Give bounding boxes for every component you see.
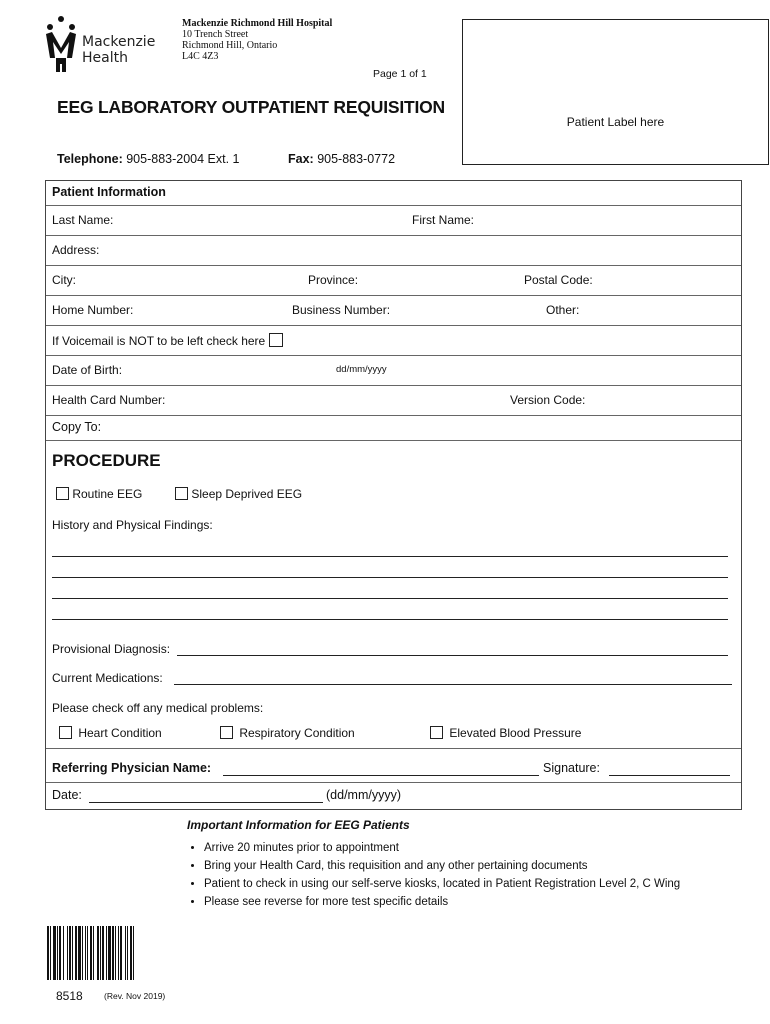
barcode-bar <box>100 926 101 980</box>
signature-line[interactable] <box>609 775 730 776</box>
barcode-bar <box>69 926 71 980</box>
city-field[interactable]: City: <box>52 273 76 287</box>
telephone-label: Telephone: <box>57 152 123 166</box>
telephone <box>57 152 240 166</box>
barcode-bar <box>125 926 126 980</box>
referring-physician-label: Referring Physician Name: <box>52 761 212 775</box>
barcode-bar <box>102 926 104 980</box>
blood-pressure-checkbox[interactable] <box>430 726 443 739</box>
current-medications-line[interactable] <box>174 684 732 685</box>
barcode-bar <box>115 926 116 980</box>
important-info-title: Important Information for EEG Patients <box>187 818 410 832</box>
hospital-street: 10 Trench Street <box>182 29 249 40</box>
barcode-bar <box>50 926 51 980</box>
first-name-field[interactable]: First Name: <box>412 213 475 227</box>
barcode-bar <box>130 926 132 980</box>
copy-to-field[interactable]: Copy To: <box>52 420 102 434</box>
address-row[interactable] <box>46 236 741 266</box>
voicemail-row <box>46 326 741 356</box>
address-field[interactable]: Address: <box>52 243 100 257</box>
barcode-bar <box>112 926 114 980</box>
barcode-bar <box>59 926 61 980</box>
heart-condition-option[interactable] <box>59 726 162 740</box>
date-label: Date: <box>52 788 82 802</box>
provisional-diagnosis-line[interactable] <box>177 655 728 656</box>
phone-row[interactable] <box>46 296 741 326</box>
last-name-field[interactable]: Last Name: <box>52 213 114 227</box>
logo-subname: Health <box>82 50 128 66</box>
history-line-3[interactable] <box>52 598 728 599</box>
barcode-bar <box>87 926 88 980</box>
barcode-bar <box>67 926 68 980</box>
hospital-address <box>182 18 372 62</box>
signature-label: Signature: <box>543 761 600 775</box>
health-card-field[interactable]: Health Card Number: <box>52 393 166 407</box>
info-item: • Bring your Health Card, this requisition and any other pertaining documents <box>204 857 764 875</box>
routine-eeg-label: Routine EEG <box>72 487 143 501</box>
date-divider <box>46 782 741 783</box>
barcode-bar <box>106 926 107 980</box>
barcode-bar <box>78 926 81 980</box>
info-item: • Please see reverse for more test specific details <box>204 893 764 911</box>
fax <box>288 152 395 166</box>
date-line[interactable] <box>89 802 323 803</box>
barcode-bar <box>75 926 77 980</box>
barcode-bar <box>133 926 134 980</box>
page-number: Page 1 of 1 <box>373 68 427 80</box>
blood-pressure-option[interactable] <box>430 726 581 740</box>
requisition-form <box>45 180 742 810</box>
medical-problems-label: Please check off any medical problems: <box>52 701 264 715</box>
date-format: (dd/mm/yyyy) <box>326 788 401 802</box>
other-number-field[interactable]: Other: <box>546 303 580 317</box>
voicemail-label: If Voicemail is NOT to be left check here <box>52 334 266 348</box>
sleep-eeg-checkbox[interactable] <box>175 487 188 500</box>
patient-info-title: Patient Information <box>52 185 166 199</box>
history-line-1[interactable] <box>52 556 728 557</box>
fax-label: Fax: <box>288 152 314 166</box>
province-field[interactable]: Province: <box>308 273 359 287</box>
name-row[interactable] <box>46 206 741 236</box>
dob-field[interactable]: Date of Birth: <box>52 363 123 377</box>
revision-date: (Rev. Nov 2019) <box>104 991 166 1001</box>
barcode-bar <box>118 926 119 980</box>
barcode-bar <box>108 926 111 980</box>
current-medications-label: Current Medications: <box>52 671 163 685</box>
physician-divider <box>46 748 741 749</box>
sleep-eeg-label: Sleep Deprived EEG <box>191 487 303 501</box>
voicemail-checkbox[interactable] <box>269 333 283 347</box>
info-item: • Patient to check in using our self-serve kiosks, located in Patient Registration Level 2, C Wing <box>204 875 764 893</box>
barcode-bar <box>90 926 92 980</box>
heart-condition-label: Heart Condition <box>78 726 162 740</box>
patient-info-header <box>46 181 741 206</box>
heart-condition-checkbox[interactable] <box>59 726 72 739</box>
patient-label-box <box>462 19 769 165</box>
page-title: EEG LABORATORY OUTPATIENT REQUISITION <box>57 97 445 117</box>
routine-eeg-checkbox[interactable] <box>56 487 69 500</box>
dob-format: dd/mm/yyyy <box>336 364 387 375</box>
sleep-eeg-option[interactable] <box>175 487 302 501</box>
health-card-row[interactable] <box>46 386 741 416</box>
telephone-value: 905-883-2004 Ext. 1 <box>126 152 240 166</box>
barcode-bar <box>93 926 94 980</box>
barcode-bar <box>57 926 58 980</box>
patient-label-text: Patient Label here <box>566 115 665 129</box>
city-row[interactable] <box>46 266 741 296</box>
barcode-bar <box>63 926 64 980</box>
history-line-4[interactable] <box>52 619 728 620</box>
barcode-bar <box>97 926 99 980</box>
barcode-bar <box>53 926 56 980</box>
respiratory-condition-checkbox[interactable] <box>220 726 233 739</box>
postal-code-field[interactable]: Postal Code: <box>524 273 593 287</box>
respiratory-condition-label: Respiratory Condition <box>239 726 355 740</box>
hospital-name: Mackenzie Richmond Hill Hospital <box>182 18 333 29</box>
info-item: • Arrive 20 minutes prior to appointment <box>204 839 764 857</box>
fax-value: 905-883-0772 <box>317 152 396 166</box>
provisional-diagnosis-label: Provisional Diagnosis: <box>52 642 171 656</box>
voicemail-option[interactable] <box>52 333 283 348</box>
history-line-2[interactable] <box>52 577 728 578</box>
routine-eeg-option[interactable] <box>56 487 142 501</box>
form-number: 8518 <box>56 989 83 1003</box>
logo <box>42 14 172 74</box>
barcode-bar <box>85 926 86 980</box>
procedure-title: PROCEDURE <box>52 451 161 470</box>
logo-name: Mackenzie <box>82 34 156 50</box>
hospital-city: Richmond Hill, Ontario <box>182 40 278 51</box>
dob-row[interactable] <box>46 356 741 386</box>
copy-to-row[interactable] <box>46 416 741 441</box>
version-code-field[interactable]: Version Code: <box>510 393 586 407</box>
respiratory-condition-option[interactable] <box>220 726 355 740</box>
barcode-bar <box>82 926 83 980</box>
barcode-icon <box>47 926 159 980</box>
barcode-bar <box>120 926 122 980</box>
business-number-field[interactable]: Business Number: <box>292 303 391 317</box>
history-label: History and Physical Findings: <box>52 518 213 532</box>
hospital-postal: L4C 4Z3 <box>182 51 219 62</box>
referring-physician-line[interactable] <box>223 775 539 776</box>
barcode-bar <box>72 926 73 980</box>
barcode-bar <box>47 926 49 980</box>
home-number-field[interactable]: Home Number: <box>52 303 134 317</box>
mackenzie-health-logo-icon <box>42 14 80 74</box>
barcode-bar <box>127 926 128 980</box>
blood-pressure-label: Elevated Blood Pressure <box>449 726 582 740</box>
important-info-list <box>188 839 764 911</box>
